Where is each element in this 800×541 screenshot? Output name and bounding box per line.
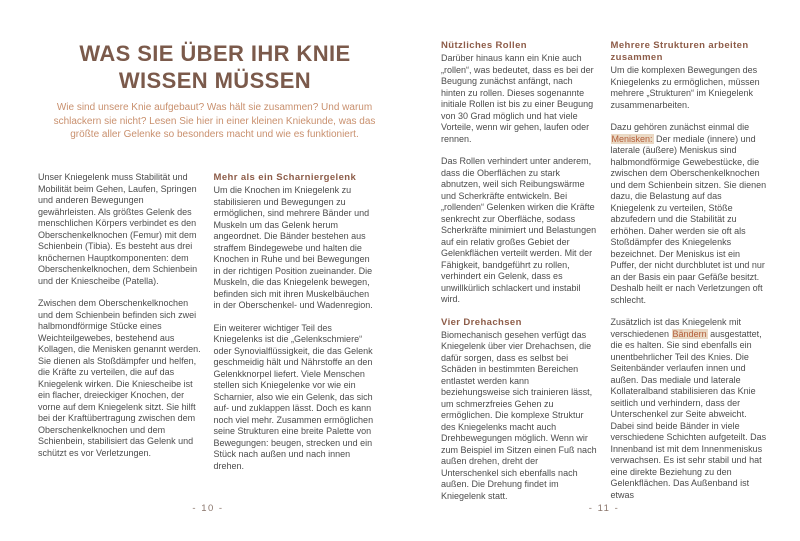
body-paragraph (441, 156, 598, 306)
section-heading (214, 172, 379, 184)
highlighted-term: Menisken: (611, 133, 653, 144)
text-column (38, 172, 203, 483)
section-heading (441, 40, 598, 52)
text-segment: Vier Drehachsen (441, 316, 522, 328)
page-number-left: - 10 - (192, 503, 224, 514)
text-segment: Mehr als ein Scharniergelenk (213, 172, 357, 183)
text-segment: Das Rollen verhindert unter anderem, dass die Oberflächen zu stark abnutzen, weil sich Reibungswärme und Scherkräfte entwickeln. Bei „rollenden“ Gelenken wirken die Kräfte senkrecht zur Oberfläche, sodass Scherkräfte minimiert und Belastungen auf ein relativ großes Gebiet der Gelenkflächen verteilt werden. Mit der Fähigkeit, bandgeführt zu rollen, verhindert ein Gelenk, dass es unwillkürlich schlackert und instabil wird. (441, 156, 597, 304)
left-page-columns (38, 172, 378, 483)
text-segment: Der mediale (innere) und laterale (äußere) Meniskus sind halbmondförmige Gewebestücke, die zwischen dem Oberschenkelknochen und dem Schienbein sitzen. Sie dienen dazu, die Belastung auf das Kniegelenk zu verteilen, Stöße abzufedern und die Stabilität zu erhöhen. Daher werden sie oft als Stoßdämpfer des Kniegelenks bezeichnet. Der Meniskus ist ein Puffer, der nicht durchblutet ist und nur an der Basis ein paar Gefäße besitzt. Deshalb heilt er nach Verletzungen oft schlecht. (610, 133, 767, 305)
intro-teaser: Wie sind unsere Knie aufgebaut? Was hält sie zusammen? Und warum schlackern sie nicht? Lesen Sie hier in einer kleinen Kniekunde, was das größte aller Gelenke so besonders macht und wie es funktioniert. (53, 102, 376, 140)
section-heading (611, 40, 768, 64)
body-paragraph (611, 65, 768, 111)
text-column (611, 40, 768, 513)
page-number-right: - 11 - (588, 503, 620, 514)
text-column (214, 172, 379, 483)
text-segment: Biomechanisch gesehen verfügt das Kniegelenk über vier Drehachsen, die dafür sorgen, dass es selbst bei Schäden in bestimmten Bereichen entlastet werden kann beziehungsweise sich trainieren lässt, um schmerzfreies Gehen zu ermöglichen. Die komplexe Struktur des Kniegelenks macht auch Drehbewegungen möglich. Wenn wir zum Beispiel im Sitzen einen Fuß nach außen drehen, dreht der Unterschenkel sich ebenfalls nach außen. Die Drehung findet im Kniegelenk statt. (441, 329, 597, 501)
page-title: WAS SIE ÜBER IHR KNIE WISSEN MÜSSEN (79, 41, 351, 93)
body-paragraph (441, 53, 598, 145)
text-segment: Dazu gehören zunächst einmal die (610, 122, 750, 132)
text-segment: Unser Kniegelenk muss Stabilität und Mobilität beim Gehen, Laufen, Springen und anderen Bewegungen gewährleisten. Als größtes Gelenk des menschlichen Körpers verbindet es den Oberschenkelknochen (Femur) mit dem Schienbein (Tibia). Es besteht aus drei knöchernen Hauptkomponenten: dem Oberschenkelknochen, dem Schienbein und der Kniescheibe (Patella). (38, 172, 198, 286)
body-paragraph (441, 330, 598, 503)
right-page-columns (441, 40, 767, 513)
text-segment: Um die Knochen im Kniegelenk zu stabilisieren und Bewegungen zu ermöglichen, sind mehrere Bänder und Muskeln um das Gelenk herum angeordnet. Die Bänder bestehen aus straffem Bindegewebe und halten die Knochen in Ruhe und bei Bewegungen in der richtigen Position zueinander. Die Muskeln, die das Kniegelenk bewegen, befinden sich mit ihren Muskelbäuchen in der Oberschenkel- und Wadenregion. (213, 185, 373, 310)
body-paragraph (214, 323, 379, 473)
text-segment: Zusätzlich ist das Kniegelenk mit verschiedenen (610, 317, 742, 339)
text-segment: Ein weiterer wichtiger Teil des Kniegelenks ist die „Gelenkschmiere“ oder Synovialflüssigkeit, die das Gelenk geschmeidig hält und Nährstoffe an den Gelenkknorpel liefert. Viele Menschen stellen sich Kniegelenke vor wie ein Scharnier, also wie ein Gelenk, das sich auf- und zuklappen lässt. Doch es kann noch viel mehr. Zusammen ermöglichen seine Strukturen eine breite Palette von Bewegungen: beugen, strecken und ein Stück nach außen und nach innen drehen. (213, 322, 374, 471)
text-segment: Um die komplexen Bewegungen des Kniegelenks zu ermöglichen, müssen mehrere „Strukturen“ im Kniegelenk zusammenarbeiten. (610, 65, 760, 110)
body-paragraph (38, 172, 203, 287)
text-segment: ausgestattet, die es halten. Sie sind ebenfalls ein unentbehrlicher Teil des Knies. Die Seitenbänder verlaufen innen und außen. Das mediale und laterale Kollateralband stabilisieren das Knie seitlich und verhindern, dass der Unterschenkel zur Seite abweicht. Dabei sind beide Bänder in viele verschiedene Schichten aufgeteilt. Das Innenband ist mit dem Innenmeniskus verwachsen. Es ist sehr stabil und hat eine direkte Beziehung zu den Gelenkflächen. Das Außenband ist etwas (610, 328, 767, 500)
highlighted-term: Bändern (672, 328, 707, 339)
body-paragraph (611, 317, 768, 501)
body-paragraph (214, 185, 379, 312)
text-segment: Nützliches Rollen (441, 40, 527, 51)
text-column (441, 40, 598, 513)
text-segment: Zwischen dem Oberschenkelknochen und dem Schienbein befinden sich zwei halbmondförmige Stücke eines Weichteilgewebes, bestehend aus Kollagen, die Menisken genannt werden. Sie dienen als Stoßdämpfer und helfen, die Kräfte zu verteilen, die auf das Kniegelenk wirken. Die Kniescheibe ist ein flacher, dreieckiger Knochen, der vorne auf dem Kniegelenk sitzt. Sie hilft bei der Kraftübertragung zwischen dem Oberschenkelknochen und dem Schienbein, stabilisiert das Gelenk und schützt es vor Verletzungen. (38, 298, 201, 458)
section-heading (441, 317, 598, 329)
text-segment: Darüber hinaus kann ein Knie auch „rollen“, was bedeutet, dass es bei der Beugung zunächst anfängt, nach hinten zu rollen. Dieses sogenannte initiale Rollen ist bis zu einer Beugung von 30 Grad möglich und hat viele Vorteile, wenn wir gehen, laufen oder rennen. (441, 53, 594, 144)
body-paragraph (611, 122, 768, 306)
body-paragraph (38, 298, 203, 459)
text-segment: Mehrere Strukturen arbeiten zusammen (610, 40, 749, 63)
